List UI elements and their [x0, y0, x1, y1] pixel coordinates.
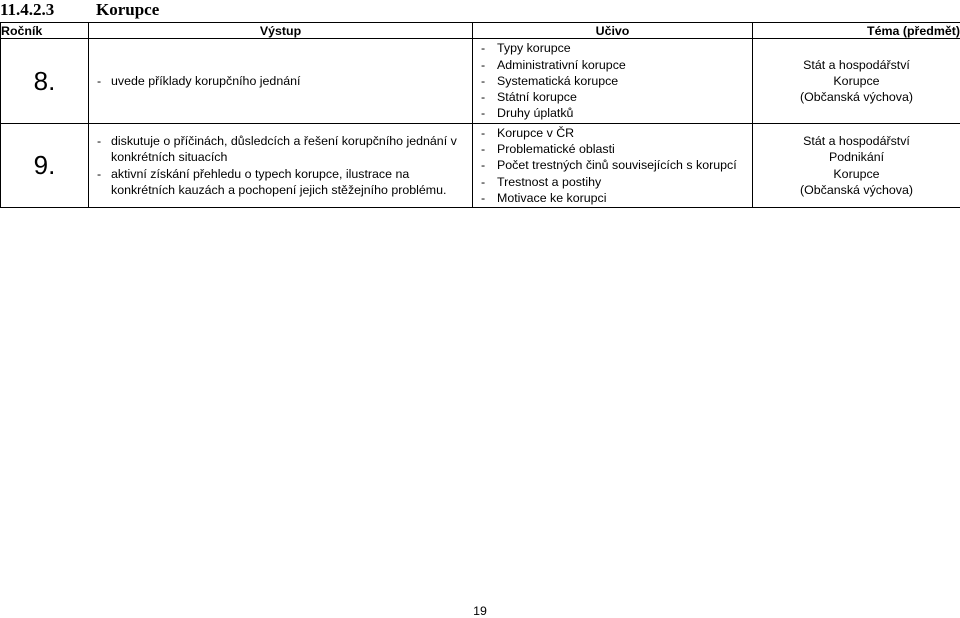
topic-lines [753, 57, 960, 106]
list-marker: - [481, 57, 486, 72]
content-cell [473, 124, 753, 208]
content-text: Druhy úplatků [497, 106, 574, 121]
list-item [89, 73, 472, 89]
table-row-grade-9 [1, 124, 960, 208]
grade-cell: 8. [1, 39, 89, 124]
list-item [473, 73, 752, 89]
topic-text: Stát a hospodářství [803, 57, 910, 72]
list-marker: - [481, 125, 486, 140]
list-marker: - [97, 73, 102, 88]
list-marker: - [481, 174, 486, 189]
list-item [89, 166, 472, 199]
list-item [473, 105, 752, 121]
table-header-row [1, 23, 960, 39]
output-cell [89, 39, 473, 124]
section-heading [0, 0, 159, 20]
output-cell [89, 124, 473, 208]
list-item [473, 174, 752, 190]
topic-text: Korupce [833, 166, 880, 181]
list-marker: - [481, 73, 486, 88]
output-text: uvede příklady korupčního jednání [111, 73, 301, 88]
section-number: 11.4.2.3 [0, 0, 55, 19]
list-marker: - [97, 133, 102, 148]
list-item [473, 190, 752, 206]
list-item [473, 125, 752, 141]
page-number: 19 [473, 604, 487, 618]
grade-cell: 9. [1, 124, 89, 208]
topic-text: Podnikání [828, 150, 885, 165]
topic-text: Stát a hospodářství [803, 133, 910, 148]
output-text: diskutuje o příčinách, důsledcích a řešení korupčního jednání v konkrétních situacích [111, 133, 457, 165]
topic-text: (Občanská výchova) [800, 182, 913, 197]
header-grade: Ročník [1, 23, 89, 39]
output-list [89, 73, 472, 89]
table-row-grade-8 [1, 39, 960, 124]
list-marker: - [481, 142, 486, 157]
topic-cell [753, 124, 960, 208]
header-topic: Téma (předmět) [753, 23, 960, 39]
output-list [89, 133, 472, 198]
list-marker: - [481, 106, 486, 121]
list-marker: - [97, 166, 102, 181]
content-text: Motivace ke korupci [497, 190, 607, 205]
topic-cell [753, 39, 960, 124]
topic-text: (Občanská výchova) [800, 90, 913, 105]
list-marker: - [481, 41, 486, 56]
content-text: Počet trestných činů souvisejících s korupcí [497, 158, 737, 173]
list-item [473, 40, 752, 56]
header-output: Výstup [89, 23, 473, 39]
header-content: Učivo [473, 23, 753, 39]
list-item [473, 157, 752, 173]
content-list [473, 125, 752, 206]
list-item [473, 57, 752, 73]
content-cell [473, 39, 753, 124]
content-text: Problematické oblasti [497, 142, 615, 157]
list-item [473, 89, 752, 105]
output-text: aktivní získání přehledu o typech korupce, ilustrace na konkrétních kauzách a pochopení jejich stěžejního problému. [111, 166, 447, 197]
list-item [89, 133, 472, 166]
content-text: Typy korupce [497, 41, 571, 56]
content-text: Státní korupce [497, 90, 577, 105]
topic-text: Korupce [833, 73, 880, 88]
section-title: Korupce [96, 0, 160, 19]
list-marker: - [481, 190, 486, 205]
content-text: Systematická korupce [497, 73, 619, 88]
content-list [473, 40, 752, 121]
list-item [473, 141, 752, 157]
content-text: Administrativní korupce [497, 57, 626, 72]
list-marker: - [481, 90, 486, 105]
content-text: Korupce v ČR [497, 125, 575, 140]
topic-lines [753, 133, 960, 198]
curriculum-table [0, 22, 960, 208]
list-marker: - [481, 158, 486, 173]
content-text: Trestnost a postihy [497, 174, 602, 189]
